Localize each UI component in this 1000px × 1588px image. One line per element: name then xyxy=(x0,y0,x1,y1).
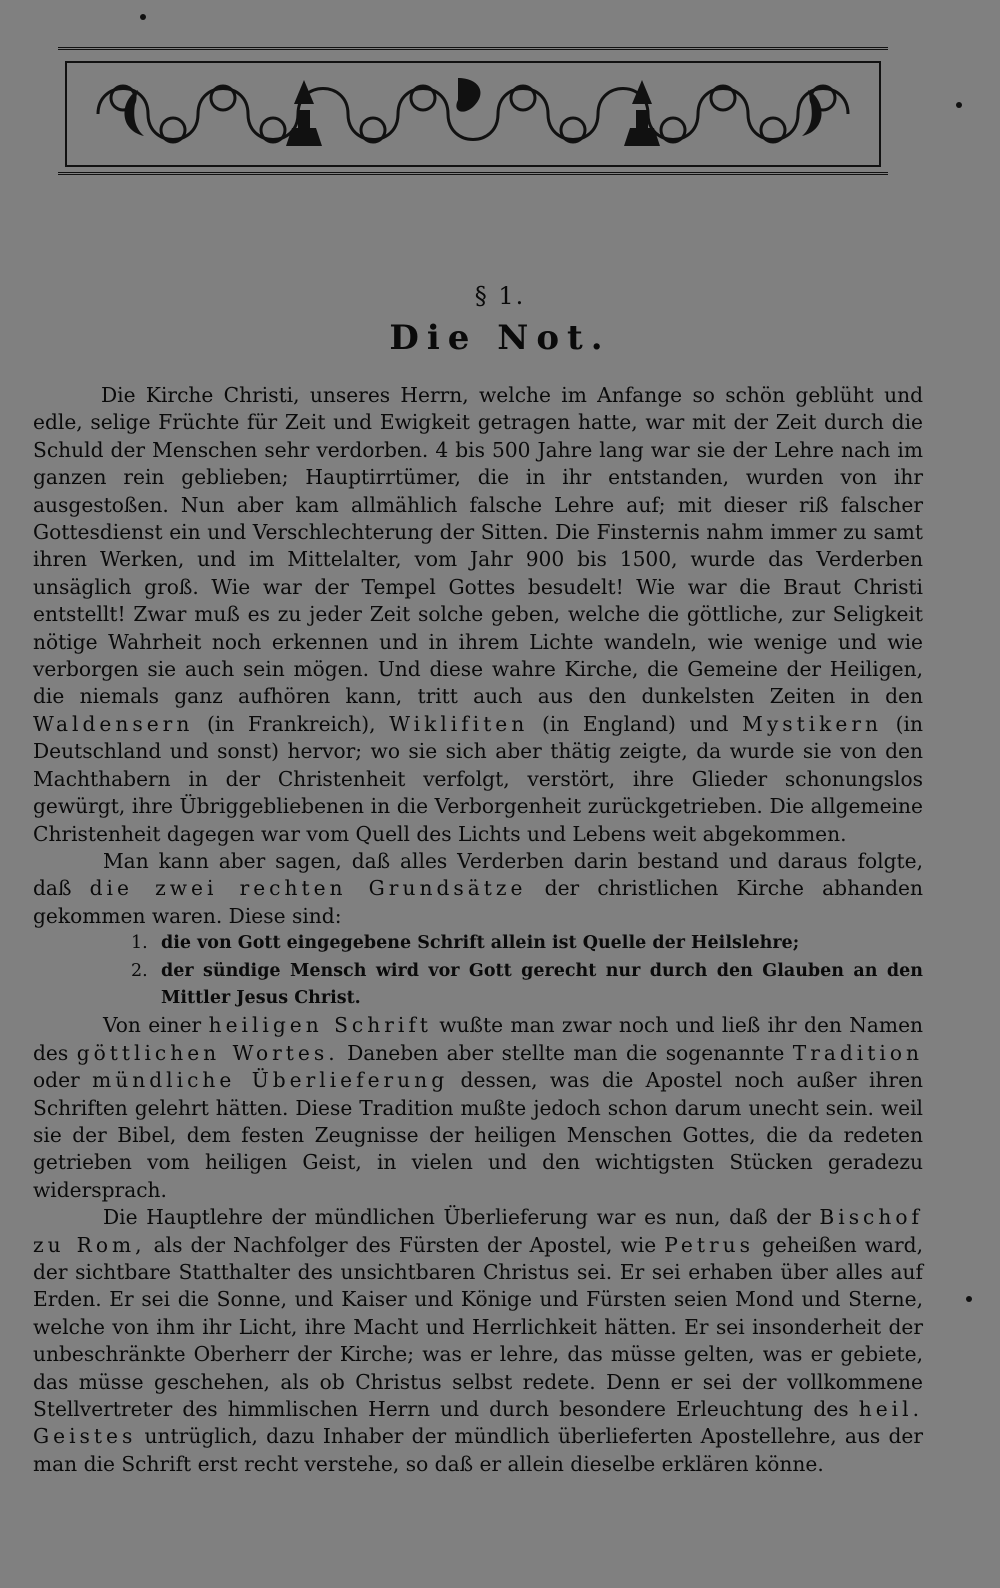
p1-waldensern: Waldensern xyxy=(33,711,194,736)
p3-goettliches-wort: göttlichen Wortes. xyxy=(76,1040,339,1065)
p4-heil-geist: heil. Geistes xyxy=(33,1397,923,1449)
p3-tradition: Tradition xyxy=(792,1040,923,1065)
p1-b: (in Frankreich), xyxy=(207,711,376,736)
p4-petrus: Petrus xyxy=(664,1232,754,1257)
thesis-1-number: 1. xyxy=(131,933,148,954)
speck-top-left xyxy=(140,14,146,20)
p2-a: Man kann aber sagen, daß alles Verderben darin bestand und daraus folgte, daß xyxy=(33,848,923,901)
p1-c: (in England) und xyxy=(541,711,729,736)
p4-b: als der Nachfolger des Fürsten der Apostel, wie xyxy=(153,1232,657,1257)
p3-a: Von einer xyxy=(103,1013,202,1038)
thesis-1-text: die von Gott eingegebene Schrift allein ist Quelle der Heilslehre; xyxy=(161,933,800,954)
body-text xyxy=(33,382,923,1478)
p3-e: dessen, was die Apostel noch außer ihren Schriften gelehrt hätten. Diese Tradition mußte jedoch schon darum unecht sein. weil sie der Bibel, dem festen Zeugnisse der heiligen Menschen Gottes, die da redeten getrieben vom heiligen Geist, in vielen und den wichtigsten Stücken geradezu widersprach. xyxy=(33,1068,924,1202)
p3-heilige-schrift: heiligen Schrift xyxy=(208,1013,432,1038)
p1-wikliftiten: Wiklifiten xyxy=(389,711,529,736)
p1-text: Die Kirche Christi, unseres Herrn, welche im Anfange so schön geblüht und edle, selige Früchte für Zeit und Ewigkeit getragen hatte, war mit der Zeit durch die Schuld der Menschen sehr verdorben. 4 bis 500 Jahre lang war sie der Lehre nach im ganzen rein geblieben; Hauptirrtümer, die in ihr entstanden, wurden von ihr ausgestoßen. Nun aber kam allmählich falsche Lehre auf; mit dieser riß falscher Gottesdienst ein und Verschlechterung der Sitten. Die Finsternis nahm immer zu samt ihren Werken, und im Mittelalter, vom Jahr 900 bis 1500, wurde das Verderben unsäglich groß. Wie war der Tempel Gottes besudelt! Wie war die Braut Christi entstellt! Zwar muß es zu jeder Zeit solche geben, welche die göttliche, zur Seligkeit nötige Wahrheit noch erkennen und in ihrem Lichte wandeln, wie wenige und wie verborgen sie auch sein mögen. Und diese wahre Kirche, die Gemeine der Heiligen, die niemals ganz aufhören kann, tritt auch aus den dunkelsten Zeiten in den xyxy=(33,383,923,709)
p4-c: geheißen ward, der sichtbare Statthalter des unsichtbaren Christus sei. Er sei erhaben über alles auf Erden. Er sei die Sonne, und Kaiser und Könige und Fürsten seien Mond und Sterne, welche von ihm ihr Licht, ihre Macht und Herrlichkeit hätten. Er sei insonderheit der unbeschränkte Oberherr der Kirche; was er lehre, das müsse gelten, was er gebiete, das müsse geschehen, als ob Christus selbst redete. Denn er sei der vollkommene Stellvertreter des himmlischen Herrn und durch besondere Erleuchtung des xyxy=(33,1232,924,1422)
p4-a: Die Hauptlehre der mündlichen Überlieferung war es nun, daß der xyxy=(103,1205,811,1230)
p4-bischof: Bischof zu Rom, xyxy=(33,1205,923,1257)
thesis-2-number: 2. xyxy=(131,960,148,981)
p2-spaced: die zwei rechten Grundsätze xyxy=(89,876,527,901)
paragraph-4 xyxy=(33,1204,923,1478)
paragraph-3 xyxy=(33,1012,923,1204)
theses-list xyxy=(33,930,923,1012)
p4-d: untrüglich, dazu Inhaber der mündlich überlieferten Apostellehre, aus der man die Schrift erst recht verstehe, so daß er allein dieselbe erklären könne. xyxy=(33,1424,923,1476)
p3-b: wußte man zwar noch und ließ ihr den Namen des xyxy=(33,1013,924,1065)
section-number: § 1. xyxy=(474,282,526,310)
thesis-2-text: der sündige Mensch wird vor Gott gerecht nur durch den Glauben an den Mittler Jesus Christ. xyxy=(161,960,923,1008)
thesis-item-1 xyxy=(131,930,923,957)
p3-muendliche-ueberlieferung: mündliche Überlieferung xyxy=(92,1068,449,1093)
p1-d: (in Deutschland und sonst) hervor; wo sie sich aber thätig zeigte, da wurde sie von den Machthabern in der Christenheit verfolgt, verstört, ihre Glieder schonungslos gewürgt, ihre Übriggebliebenen in die Verborgenheit zurückgetrieben. Die allgemeine Christenheit dagegen war vom Quell des Lichts und Lebens weit abgekommen. xyxy=(33,711,924,846)
p3-d: oder xyxy=(33,1068,80,1093)
speck-mid-right xyxy=(966,1296,972,1302)
ornamental-header-banner xyxy=(58,47,888,175)
section-heading: Die Not. xyxy=(389,318,611,358)
p2-b: der christlichen Kirche abhanden gekommen waren. Diese sind: xyxy=(33,876,923,928)
ornament-scrollwork-icon xyxy=(58,50,888,178)
thesis-item-2 xyxy=(131,958,923,1013)
p1-mystikern: Mystikern xyxy=(742,711,882,736)
speck-right xyxy=(956,102,962,108)
paragraph-1 xyxy=(33,382,923,848)
paragraph-2 xyxy=(33,848,923,930)
p3-c: Daneben aber stellte man die sogenannte xyxy=(347,1040,785,1065)
